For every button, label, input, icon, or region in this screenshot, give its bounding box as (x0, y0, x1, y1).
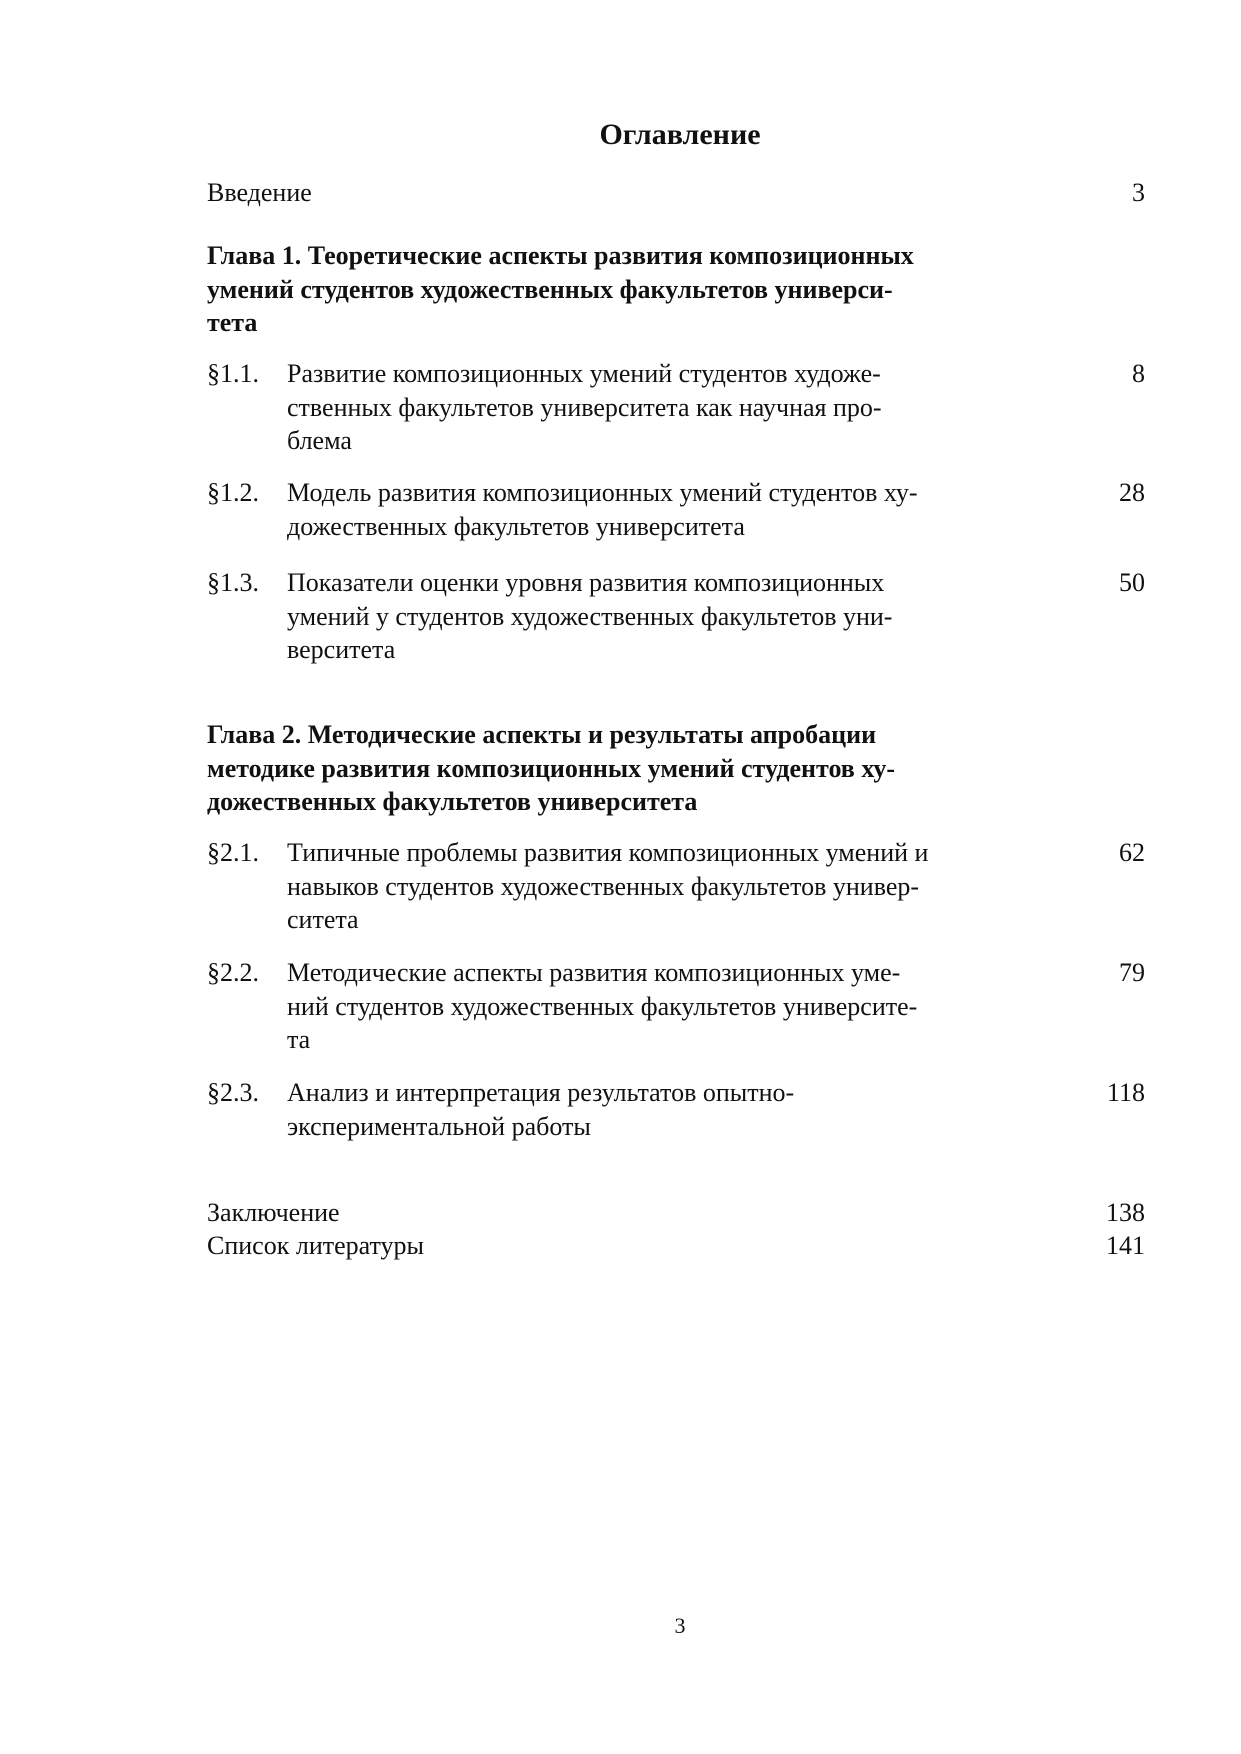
toc-page-number: 50 (1119, 568, 1145, 597)
toc-section (207, 357, 1017, 467)
toc-page-number: 141 (1106, 1231, 1145, 1260)
toc-entry-label: Заключение (207, 1198, 340, 1227)
section-line: та (287, 1025, 311, 1054)
section-line: ситета (287, 905, 359, 934)
chapter-line: умений студентов художественных факультетов универси- (207, 274, 893, 304)
toc-entry-label: Введение (207, 178, 312, 207)
chapter-line: Глава 1. Теоретические аспекты развития композиционных (207, 241, 914, 270)
section-title (287, 1076, 1017, 1143)
toc-section (207, 836, 1017, 946)
toc-section (207, 1076, 1017, 1146)
chapter-line: Глава 2. Методические аспекты и результаты апробации (207, 720, 877, 749)
chapter-line: тета (207, 308, 258, 337)
section-line: Методические аспекты развития композиционных уме- (287, 958, 901, 987)
chapter-line: дожественных факультетов университета (207, 787, 698, 816)
section-line: Модель развития композиционных умений студентов ху- (287, 478, 918, 507)
section-number: §1.2. (207, 478, 259, 507)
section-line: навыков студентов художественных факультетов универ- (287, 871, 920, 901)
section-line: Показатели оценки уровня развития композиционных (287, 568, 885, 597)
toc-title: Оглавление (599, 118, 761, 151)
section-number: §1.3. (207, 568, 259, 597)
section-title (287, 836, 1017, 937)
section-line: блема (287, 426, 352, 455)
section-line: Типичные проблемы развития композиционных умений и (287, 838, 929, 867)
section-line: дожественных факультетов университета (287, 511, 745, 541)
toc-entry-label: Список литературы (207, 1231, 424, 1260)
page-number: 3 (674, 1613, 686, 1638)
toc-page-number: 62 (1119, 838, 1145, 867)
chapter-line: методике развития композиционных умений студентов ху- (207, 753, 896, 783)
toc-section (207, 476, 1017, 546)
toc-page-number: 138 (1106, 1198, 1145, 1227)
section-line: экспериментальной работы (287, 1111, 591, 1141)
toc-chapter-2 (207, 718, 1017, 819)
section-title (287, 476, 1017, 543)
toc-section (207, 566, 1017, 676)
section-number: §1.1. (207, 359, 259, 388)
toc-page-number: 118 (1106, 1078, 1145, 1107)
section-title (287, 956, 1017, 1057)
toc-page-number: 28 (1119, 478, 1145, 507)
section-line: ний студентов художественных факультетов университе- (287, 991, 918, 1021)
section-line: умений у студентов художественных факультетов уни- (287, 601, 893, 631)
toc-entry-intro (207, 176, 1007, 210)
section-number: §2.3. (207, 1078, 259, 1107)
toc-entry-conclusion (207, 1196, 1007, 1230)
section-line: Развитие композиционных умений студентов художе- (287, 359, 881, 388)
section-line: Анализ и интерпретация результатов опытно- (287, 1078, 795, 1107)
toc-page-number: 3 (1132, 178, 1145, 207)
section-line: ственных факультетов университета как научная про- (287, 392, 882, 422)
section-title (287, 357, 1017, 458)
toc-chapter-1 (207, 239, 1017, 340)
section-number: §2.2. (207, 958, 259, 987)
toc-page-number: 79 (1119, 958, 1145, 987)
section-title (287, 566, 1017, 667)
toc-page-number: 8 (1132, 359, 1145, 388)
section-line: верситета (287, 635, 396, 664)
toc-section (207, 956, 1017, 1066)
toc-entry-references (207, 1229, 1007, 1263)
section-number: §2.1. (207, 838, 259, 867)
